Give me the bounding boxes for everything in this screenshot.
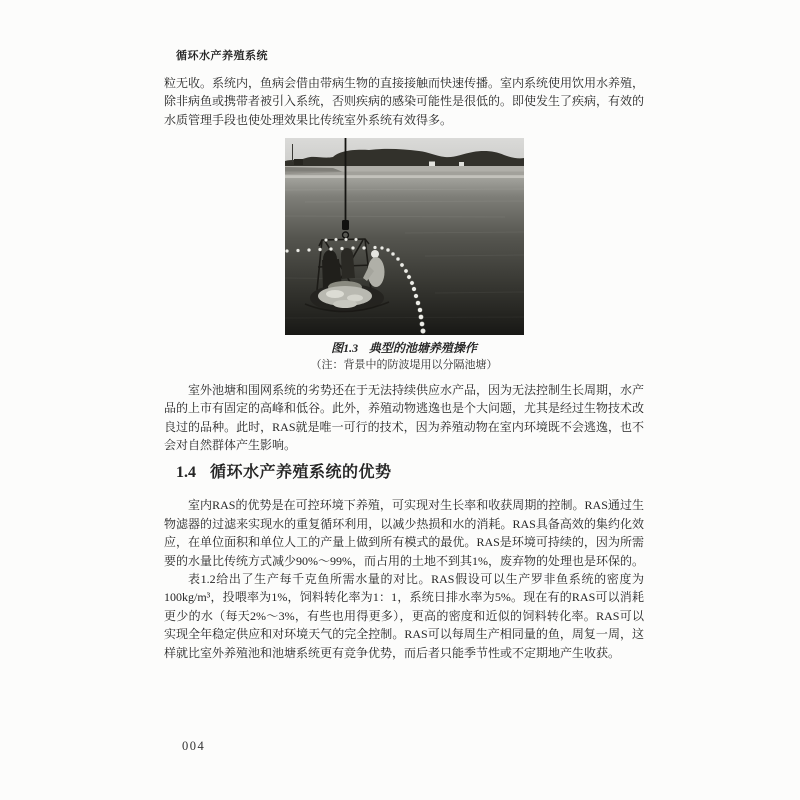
figure-1-3 (164, 138, 644, 373)
figure-label: 图1.3 (331, 341, 359, 356)
figure-note: （注：背景中的防波堤用以分隔池塘） (310, 359, 498, 372)
figure-caption (164, 341, 644, 356)
running-header: 循环水产养殖系统 (176, 50, 268, 62)
pond-harvest-photo (285, 138, 524, 335)
paragraph-1: 粒无收。系统内，鱼病会借由带病生物的直接接触而快速传播。室内系统使用饮用水养殖，除非病鱼或携带者被引入系统，否则疾病的感染可能性是很低的。即使发生了疾病，有效的水质管理手段也使处理效果比传统室外系统有效得多。 (164, 76, 645, 127)
page-number: 004 (182, 739, 206, 753)
section-heading (164, 463, 644, 483)
figure-title: 典型的池塘养殖操作 (368, 341, 477, 356)
paragraph-2: 室外池塘和围网系统的劣势还在于无法持续供应水产品，因为无法控制生长周期，水产品的上市有固定的高峰和低谷。此外，养殖动物逃逸也是个大问题，尤其是经过生物技术改良过的品种。此时，RAS就是唯一可行的技术，因为养殖动物在室内环境既不会逃逸，也不会对自然群体产生影响。 (164, 382, 645, 452)
paragraph-3: 室内RAS的优势是在可控环境下养殖，可实现对生长率和收获周期的控制。RAS通过生物滤器的过滤来实现水的重复循环利用，以减少热损和水的消耗。RAS具备高效的集约化效应，在单位面积和单位人工的产量上做到所有模式的最优。RAS是环境可持续的，因为所需要的水量比传统方式减少90%～99%，而占用的土地不到其1%，废弃物的处理也是环保的。 (164, 498, 644, 568)
page-content (164, 74, 644, 662)
paragraph-4: 表1.2给出了生产每千克鱼所需水量的对比。RAS假设可以生产罗非鱼系统的密度为100kg/m³，投喂率为1%，饲料转化率为1：1，系统日排水率为5%。现在有的RAS可以消耗更少的水（每天2%～3%，有些也用得更多），更高的密度和近似的饲料转化率。RAS可以实现全年稳定供应和对环境天气的完全控制。RAS可以每周生产相同量的鱼，周复一周，这样就比室外养殖池和池塘系统更有竞争优势，而后者只能季节性或不定期地产生收获。 (164, 571, 644, 660)
photo-shed (294, 159, 303, 165)
figure-caption-block (164, 341, 644, 373)
section-title: 循环水产养殖系统的优势 (210, 464, 392, 482)
section-number: 1.4 (176, 464, 196, 482)
